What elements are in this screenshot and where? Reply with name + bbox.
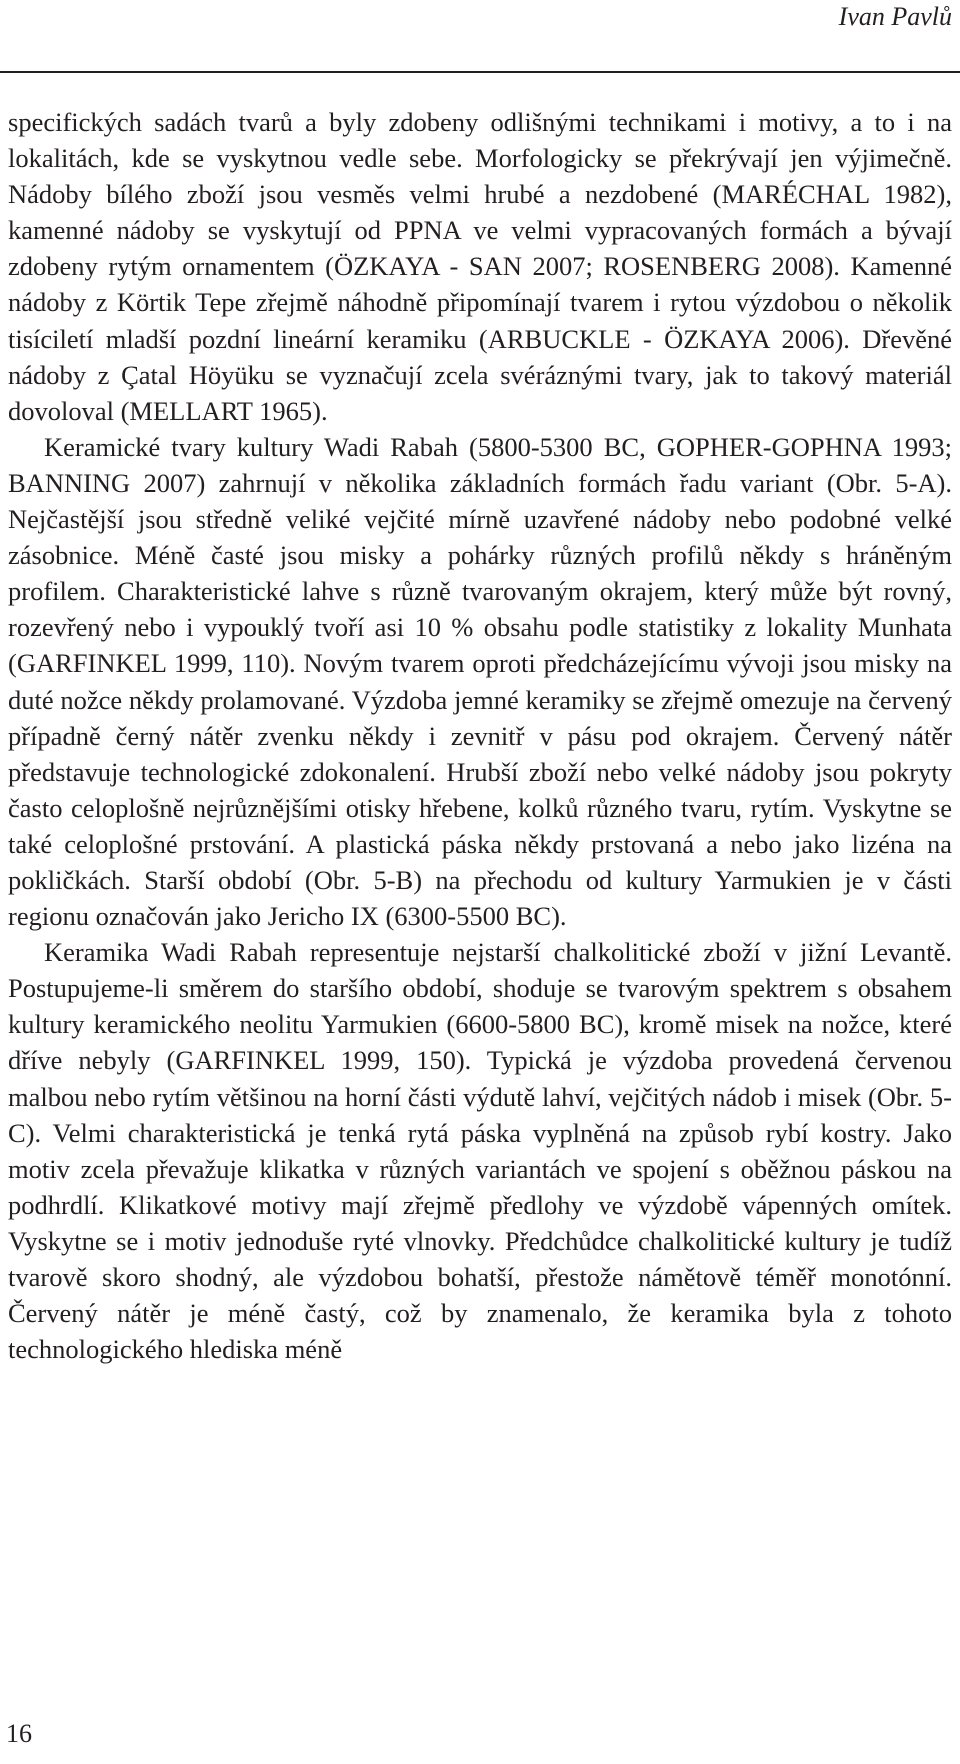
main-text — [8, 104, 952, 1367]
paragraph-wadi-rabah-forms: Keramické tvary kultury Wadi Rabah (5800-5300 BC, GOPHER-GOPHNA 1993; BANNING 2007) zahrnují v několika základních formách řadu variant (Obr. 5-A). Nejčastější jsou středně veliké vejčité mírně uzavřené nádoby nebo podobné velké zásobnice. Méně časté jsou misky a pohárky různých profilů někdy s hráněným profilem. Charakteristické lahve s různě tvarovaným okrajem, který může být rovný, rozevřený nebo i vypouklý tvoří asi 10 % obsahu podle statistiky z lokality Munhata (GARFINKEL 1999, 110). Novým tvarem oproti předcházejícímu vývoji jsou misky na duté nožce někdy prolamované. Výzdoba jemné keramiky se zřejmě omezuje na červený případně černý nátěr zvenku někdy i zevnitř v pásu pod okrajem. Červený nátěr představuje technologické zdokonalení. Hrubší zboží nebo velké nádoby jsou pokryty často celoplošně nejrůznějšími otisky hřebene, kolků různého tvaru, rytím. Vyskytne se také celoplošné prstování. A plastická páska někdy prstovaná a nebo jako lizéna na pokličkách. Starší období (Obr. 5-B) na přechodu od kultury Yarmukien je v části regionu označován jako Jericho IX (6300-5500 BC). — [8, 431, 952, 932]
paragraph-continued: specifických sadách tvarů a byly zdobeny odlišnými technikami i motivy, a to i na lokalitách, kde se vyskytnou vedle sebe. Morfologicky se překrývají jen výjimečně. Nádoby bílého zboží jsou vesměs velmi hrubé a nezdobené (MARÉCHAL 1982), kamenné nádoby se vyskytují od PPNA ve velmi vypracovaných formách a bývají zdobeny rytým ornamentem (ÖZKAYA - SAN 2007; ROSENBERG 2008). Kamenné nádoby z Körtik Tepe zřejmě náhodně připomínají tvarem i rytou výzdobou o několik tisíciletí mladší pozdní lineární keramiku (ARBUCKLE - ÖZKAYA 2006). Dřevěné nádoby z Çatal Höyüku se vyznačují zcela svéráznými tvary, jak to takový materiál dovoloval (MELLART 1965). — [8, 107, 952, 426]
page-number: 16 — [6, 1719, 32, 1748]
paragraph-wadi-rabah-ceramics: Keramika Wadi Rabah representuje nejstarší chalkolitické zboží v jižní Levantě. Postupujeme-li směrem do staršího období, shoduje se tvarovým spektrem s obsahem kultury keramického neolitu Yarmukien (6600-5800 BC), kromě misek na nožce, které dříve nebyly (GARFINKEL 1999, 150). Typická je výzdoba provedená červenou malbou nebo rytím většinou na horní části výdutě lahví, vejčitých nádob i misek (Obr. 5-C). Velmi charakteristická je tenká rytá páska vyplněná na způsob rybí kostry. Jako motiv zcela převažuje klikatka v různých variantách ve spojení s oběžnou páskou na podhrdlí. Klikatkové motivy mají zřejmě předlohy ve výzdobě vápenných omítek. Vyskytne se i motiv jednoduše ryté vlnovky. Předchůdce chalkolitické kultury je tudíž tvarově skoro shodný, ale výzdobou bohatší, přestože námětově téměř monotónní. Červený nátěr je méně častý, což by znamenalo, že keramika byla z tohoto technologického hlediska méně — [8, 937, 952, 1365]
running-header-author: Ivan Pavlů — [838, 2, 952, 31]
header-divider — [0, 71, 960, 73]
